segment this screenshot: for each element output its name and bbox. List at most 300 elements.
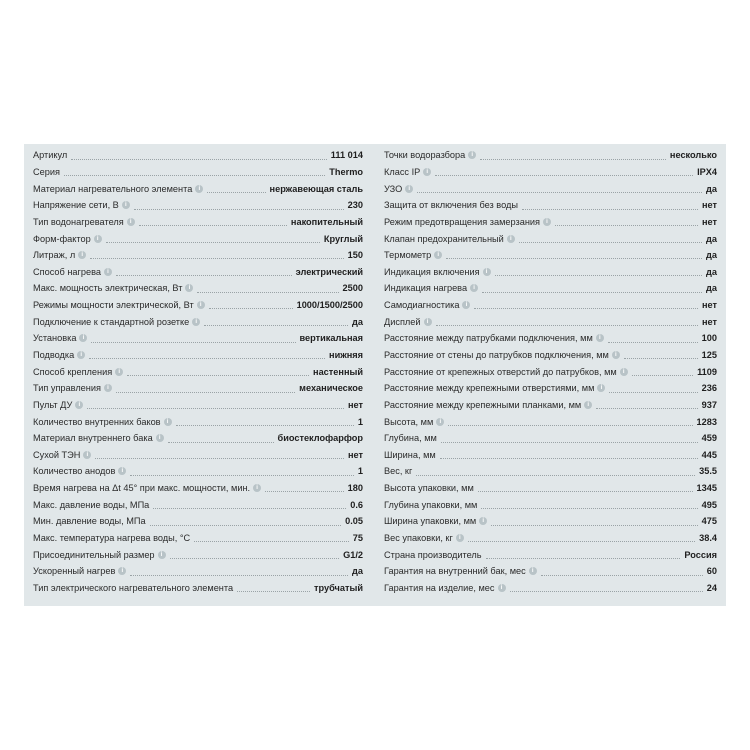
- dotted-leader: [608, 342, 698, 343]
- spec-label: [33, 234, 102, 244]
- dotted-leader: [90, 258, 343, 259]
- spec-value: 445: [701, 449, 717, 460]
- spec-value: 937: [701, 399, 717, 410]
- spec-value: 24: [706, 582, 717, 593]
- info-icon[interactable]: i: [543, 218, 551, 226]
- spec-value: да: [706, 233, 717, 244]
- spec-value: 1109: [697, 366, 717, 377]
- spec-row: [33, 280, 363, 297]
- dotted-leader: [204, 325, 348, 326]
- dotted-leader: [71, 159, 327, 160]
- info-icon[interactable]: i: [597, 384, 605, 392]
- spec-row: [33, 214, 363, 231]
- info-icon[interactable]: i: [456, 534, 464, 542]
- spec-value: нет: [701, 316, 717, 327]
- spec-label: [33, 300, 205, 310]
- info-icon[interactable]: i: [83, 451, 91, 459]
- spec-value: 35.5: [699, 466, 717, 477]
- spec-value: нижняя: [329, 350, 363, 360]
- info-icon[interactable]: i: [507, 235, 515, 243]
- spec-label-text: УЗО: [384, 183, 403, 194]
- spec-row: [384, 563, 717, 580]
- info-icon[interactable]: i: [197, 301, 205, 309]
- spec-row: [33, 530, 363, 547]
- spec-label-text: Материал нагревательного элемента: [33, 183, 193, 194]
- info-icon[interactable]: i: [94, 235, 102, 243]
- dotted-leader: [522, 209, 698, 210]
- spec-value: 60: [706, 566, 717, 577]
- spec-value: 1: [357, 416, 363, 427]
- spec-value: 75: [352, 533, 363, 544]
- spec-value: 230: [347, 200, 363, 211]
- spec-row: [33, 164, 363, 181]
- specifications-panel: [24, 144, 726, 606]
- spec-value: да: [706, 283, 717, 294]
- spec-label-text: Материал внутреннего бака: [33, 433, 153, 444]
- spec-value: 475: [701, 516, 717, 527]
- spec-value: вертикальная: [299, 333, 363, 344]
- info-icon[interactable]: i: [77, 351, 85, 359]
- spec-label: [33, 550, 166, 560]
- dotted-leader: [207, 192, 265, 193]
- spec-label: [384, 566, 537, 576]
- spec-label: [384, 466, 412, 476]
- info-icon[interactable]: i: [195, 185, 203, 193]
- spec-row: [33, 197, 363, 214]
- spec-label-text: Самодиагностика: [384, 300, 460, 311]
- info-icon[interactable]: i: [436, 418, 444, 426]
- spec-label: [384, 367, 628, 377]
- spec-label-text: Вес упаковки, кг: [384, 533, 453, 544]
- dotted-leader: [170, 558, 340, 559]
- spec-label: [33, 350, 85, 360]
- spec-label: [33, 267, 112, 277]
- spec-row: [33, 380, 363, 397]
- spec-value: 495: [701, 499, 717, 510]
- spec-label: [384, 483, 474, 493]
- spec-label: [384, 217, 551, 227]
- spec-label-text: Подводка: [33, 350, 75, 360]
- spec-row: [384, 513, 717, 530]
- specs-column-right: [384, 147, 717, 606]
- spec-value: 150: [347, 250, 363, 261]
- dotted-leader: [134, 209, 344, 210]
- info-icon[interactable]: i: [424, 318, 432, 326]
- dotted-leader: [64, 175, 325, 176]
- dotted-leader: [436, 325, 698, 326]
- spec-value: Россия: [684, 549, 717, 560]
- spec-value: Круглый: [323, 233, 363, 244]
- spec-row: [384, 197, 717, 214]
- spec-value: нет: [347, 399, 363, 410]
- spec-row: [384, 496, 717, 513]
- dotted-leader: [486, 558, 681, 559]
- dotted-leader: [197, 292, 338, 293]
- info-icon[interactable]: i: [78, 251, 86, 259]
- dotted-leader: [116, 275, 292, 276]
- spec-label-text: Режимы мощности электрической, Вт: [33, 300, 194, 311]
- spec-row: [384, 280, 717, 297]
- dotted-leader: [491, 525, 697, 526]
- spec-label: [33, 516, 146, 526]
- spec-row: [33, 546, 363, 563]
- spec-label-text: Глубина упаковки, мм: [384, 499, 478, 510]
- spec-label-text: Форм-фактор: [33, 233, 91, 244]
- spec-label-text: Ширина, мм: [384, 449, 436, 460]
- spec-value: да: [352, 566, 363, 577]
- spec-label: [384, 500, 477, 510]
- spec-label: [33, 483, 261, 493]
- spec-label-text: Гарантия на изделие, мес: [384, 582, 495, 593]
- spec-label: [384, 533, 464, 543]
- info-icon[interactable]: i: [470, 284, 478, 292]
- spec-value: нержавеющая сталь: [269, 183, 363, 194]
- dotted-leader: [440, 458, 698, 459]
- dotted-leader: [495, 275, 702, 276]
- spec-label: [384, 234, 515, 244]
- dotted-leader: [541, 575, 703, 576]
- spec-value: механическое: [299, 383, 363, 394]
- info-icon[interactable]: i: [253, 484, 261, 492]
- spec-label: [33, 383, 112, 393]
- spec-value: нет: [701, 216, 717, 227]
- spec-row: [384, 447, 717, 464]
- spec-value: 1283: [696, 416, 717, 427]
- spec-label-text: Ширина упаковки, мм: [384, 516, 477, 527]
- spec-row: [33, 247, 363, 264]
- dotted-leader: [176, 425, 354, 426]
- spec-label-text: Дисплей: [384, 316, 421, 327]
- dotted-leader: [435, 175, 693, 176]
- spec-row: [33, 180, 363, 197]
- spec-label-text: Гарантия на внутренний бак, мес: [384, 566, 526, 577]
- spec-row: [384, 480, 717, 497]
- dotted-leader: [150, 525, 342, 526]
- spec-label: [384, 383, 605, 393]
- dotted-leader: [555, 225, 698, 226]
- dotted-leader: [632, 375, 693, 376]
- spec-row: [384, 247, 717, 264]
- dotted-leader: [127, 375, 309, 376]
- spec-label: [33, 367, 123, 377]
- spec-value: настенный: [313, 366, 363, 377]
- spec-label: [384, 317, 432, 327]
- spec-label-text: Мин. давление воды, МПа: [33, 516, 146, 527]
- spec-row: [33, 563, 363, 580]
- dotted-leader: [446, 258, 702, 259]
- spec-value: 38.4: [699, 533, 717, 544]
- spec-value: биостеклофарфор: [277, 433, 363, 444]
- spec-label-text: Расстояние от стены до патрубков подключения, мм: [384, 350, 609, 360]
- spec-value: 1345: [696, 483, 717, 494]
- spec-row: [384, 164, 717, 181]
- spec-label-text: Расстояние от крепежных отверстий до патрубков, мм: [384, 366, 617, 377]
- spec-label-text: Сухой ТЭН: [33, 449, 81, 460]
- info-icon[interactable]: i: [498, 584, 506, 592]
- dotted-leader: [87, 408, 344, 409]
- spec-label-text: Расстояние между патрубками подключения, мм: [384, 333, 593, 344]
- spec-label: [384, 417, 444, 427]
- spec-label-text: Защита от включения без воды: [384, 200, 518, 211]
- info-icon[interactable]: i: [405, 185, 413, 193]
- spec-label-text: Макс. температура нагрева воды, °C: [33, 533, 191, 544]
- spec-label: [384, 583, 506, 593]
- spec-label: [384, 267, 491, 277]
- info-icon[interactable]: i: [75, 401, 83, 409]
- spec-row: [33, 413, 363, 430]
- dotted-leader: [474, 308, 697, 309]
- dotted-leader: [194, 541, 349, 542]
- dotted-leader: [130, 575, 348, 576]
- spec-row: [33, 363, 363, 380]
- spec-value: да: [352, 316, 363, 327]
- dotted-leader: [416, 475, 695, 476]
- spec-label-text: Способ крепления: [33, 366, 113, 377]
- spec-row: [33, 580, 363, 597]
- spec-label: [384, 400, 592, 410]
- spec-value: 100: [701, 333, 717, 344]
- dotted-leader: [441, 442, 698, 443]
- info-icon[interactable]: i: [164, 418, 172, 426]
- spec-label: [33, 283, 193, 293]
- spec-row: [33, 147, 363, 164]
- spec-label-text: Время нагрева на Δt 45° при макс. мощности, мин.: [33, 483, 251, 494]
- spec-label-text: Макс. мощность электрическая, Вт: [33, 283, 183, 294]
- specs-column-left: [33, 147, 363, 606]
- spec-label: [33, 167, 60, 177]
- spec-value: 0.05: [345, 516, 363, 527]
- spec-row: [384, 330, 717, 347]
- info-icon[interactable]: i: [462, 301, 470, 309]
- info-icon[interactable]: i: [423, 168, 431, 176]
- spec-label: [384, 433, 437, 443]
- spec-value: G1/2: [343, 549, 363, 560]
- dotted-leader: [130, 475, 354, 476]
- spec-label-text: Напряжение сети, В: [33, 200, 119, 211]
- dotted-leader: [624, 358, 698, 359]
- spec-value: накопительный: [290, 216, 363, 227]
- spec-label-text: Пульт ДУ: [33, 399, 73, 410]
- spec-label-text: Тип водонагревателя: [33, 216, 124, 227]
- spec-row: [384, 147, 717, 164]
- dotted-leader: [417, 192, 702, 193]
- spec-label-text: Точки водоразбора: [384, 150, 466, 161]
- spec-label-text: Подключение к стандартной розетке: [33, 316, 190, 327]
- spec-label-text: Термометр: [384, 250, 432, 261]
- spec-label: [384, 450, 436, 460]
- spec-row: [384, 347, 717, 364]
- spec-label-text: Тип электрического нагревательного элемента: [33, 582, 234, 593]
- spec-value: Thermo: [329, 166, 363, 177]
- spec-label-text: Тип управления: [33, 383, 101, 394]
- spec-label-text: Присоединительный размер: [33, 549, 155, 560]
- spec-label: [384, 333, 604, 343]
- spec-row: [384, 313, 717, 330]
- spec-label-text: Класс IP: [384, 166, 421, 177]
- spec-row: [384, 463, 717, 480]
- dotted-leader: [209, 308, 293, 309]
- spec-row: [384, 297, 717, 314]
- spec-label: [33, 566, 126, 576]
- info-icon[interactable]: i: [529, 567, 537, 575]
- spec-row: [384, 580, 717, 597]
- spec-row: [384, 263, 717, 280]
- spec-label: [33, 250, 86, 260]
- info-icon[interactable]: i: [620, 368, 628, 376]
- spec-label-text: Расстояние между крепежными планками, мм: [384, 399, 582, 410]
- spec-label: [33, 317, 200, 327]
- dotted-leader: [265, 491, 344, 492]
- spec-row: [384, 530, 717, 547]
- info-icon[interactable]: i: [612, 351, 620, 359]
- dotted-leader: [91, 342, 295, 343]
- info-icon[interactable]: i: [596, 334, 604, 342]
- info-icon[interactable]: i: [118, 567, 126, 575]
- info-icon[interactable]: i: [127, 218, 135, 226]
- spec-value: несколько: [669, 150, 717, 161]
- spec-label: [384, 300, 470, 310]
- dotted-leader: [89, 358, 325, 359]
- spec-label-text: Литраж, л: [33, 250, 76, 261]
- spec-label: [384, 184, 413, 194]
- spec-value: 459: [701, 433, 717, 444]
- spec-label-text: Количество анодов: [33, 466, 116, 477]
- spec-value: нет: [701, 200, 717, 211]
- spec-value: IPX4: [697, 166, 717, 177]
- spec-value: 0.6: [350, 499, 363, 510]
- spec-row: [33, 347, 363, 364]
- spec-label: [384, 550, 482, 560]
- info-icon[interactable]: i: [118, 467, 126, 475]
- spec-label-text: Высота упаковки, мм: [384, 483, 474, 494]
- info-icon[interactable]: i: [122, 201, 130, 209]
- spec-label: [384, 283, 478, 293]
- spec-value: 1000/1500/2500: [296, 300, 363, 311]
- spec-row: [384, 546, 717, 563]
- spec-row: [384, 180, 717, 197]
- spec-label-text: Индикация включения: [384, 266, 480, 277]
- spec-label-text: Серия: [33, 166, 60, 177]
- dotted-leader: [482, 292, 702, 293]
- spec-label-text: Глубина, мм: [384, 433, 437, 444]
- spec-row: [33, 430, 363, 447]
- info-icon[interactable]: i: [115, 368, 123, 376]
- spec-label-text: Артикул: [33, 150, 68, 161]
- spec-label: [384, 150, 476, 160]
- spec-row: [384, 363, 717, 380]
- spec-value: трубчатый: [314, 582, 363, 593]
- spec-label: [33, 466, 126, 476]
- spec-value: да: [706, 266, 717, 277]
- spec-label-text: Ускоренный нагрев: [33, 566, 116, 577]
- spec-value: 180: [347, 483, 363, 494]
- info-icon[interactable]: i: [185, 284, 193, 292]
- spec-label: [384, 250, 442, 260]
- spec-value: 236: [701, 383, 717, 394]
- info-icon[interactable]: i: [584, 401, 592, 409]
- spec-value: да: [706, 183, 717, 194]
- spec-label: [33, 433, 164, 443]
- dotted-leader: [237, 591, 310, 592]
- spec-label: [33, 150, 67, 160]
- dotted-leader: [448, 425, 692, 426]
- info-icon[interactable]: i: [479, 517, 487, 525]
- spec-value: нет: [701, 300, 717, 311]
- spec-label: [33, 400, 83, 410]
- dotted-leader: [106, 242, 320, 243]
- spec-label: [33, 200, 130, 210]
- spec-label-text: Установка: [33, 333, 77, 344]
- spec-label: [384, 200, 518, 210]
- spec-label-text: Режим предотвращения замерзания: [384, 216, 541, 227]
- spec-label: [33, 184, 203, 194]
- dotted-leader: [168, 442, 274, 443]
- spec-row: [33, 513, 363, 530]
- info-icon[interactable]: i: [104, 268, 112, 276]
- info-icon[interactable]: i: [468, 151, 476, 159]
- spec-value: нет: [347, 449, 363, 460]
- spec-label-text: Клапан предохранительный: [384, 233, 504, 244]
- dotted-leader: [153, 508, 346, 509]
- spec-row: [384, 230, 717, 247]
- spec-row: [33, 330, 363, 347]
- spec-label: [384, 350, 620, 360]
- spec-row: [33, 447, 363, 464]
- spec-label: [33, 333, 87, 343]
- spec-row: [33, 230, 363, 247]
- spec-label-text: Страна производитель: [384, 549, 482, 560]
- spec-label-text: Индикация нагрева: [384, 283, 468, 294]
- dotted-leader: [468, 541, 695, 542]
- info-icon[interactable]: i: [158, 551, 166, 559]
- dotted-leader: [510, 591, 703, 592]
- info-icon[interactable]: i: [156, 434, 164, 442]
- info-icon[interactable]: i: [79, 334, 87, 342]
- spec-row: [33, 463, 363, 480]
- spec-value: 125: [701, 350, 717, 360]
- spec-value: 111 014: [330, 150, 363, 161]
- spec-value: да: [706, 250, 717, 261]
- spec-value: 2500: [342, 283, 363, 294]
- spec-row: [33, 297, 363, 314]
- spec-label-text: Расстояние между крепежными отверстиями, мм: [384, 383, 595, 394]
- info-icon[interactable]: i: [192, 318, 200, 326]
- info-icon[interactable]: i: [434, 251, 442, 259]
- spec-value: 1: [357, 466, 363, 477]
- spec-label: [33, 583, 233, 593]
- spec-row: [33, 313, 363, 330]
- dotted-leader: [480, 159, 666, 160]
- spec-row: [384, 380, 717, 397]
- spec-label: [33, 500, 149, 510]
- spec-row: [384, 397, 717, 414]
- dotted-leader: [481, 508, 697, 509]
- spec-row: [33, 263, 363, 280]
- info-icon[interactable]: i: [483, 268, 491, 276]
- dotted-leader: [609, 392, 697, 393]
- spec-label: [384, 167, 431, 177]
- info-icon[interactable]: i: [104, 384, 112, 392]
- spec-label-text: Макс. давление воды, МПа: [33, 499, 150, 510]
- dotted-leader: [478, 491, 693, 492]
- spec-label: [33, 450, 91, 460]
- spec-label: [33, 417, 172, 427]
- spec-label-text: Способ нагрева: [33, 266, 101, 277]
- spec-label-text: Количество внутренних баков: [33, 416, 161, 427]
- spec-row: [384, 413, 717, 430]
- dotted-leader: [596, 408, 697, 409]
- spec-label: [33, 533, 190, 543]
